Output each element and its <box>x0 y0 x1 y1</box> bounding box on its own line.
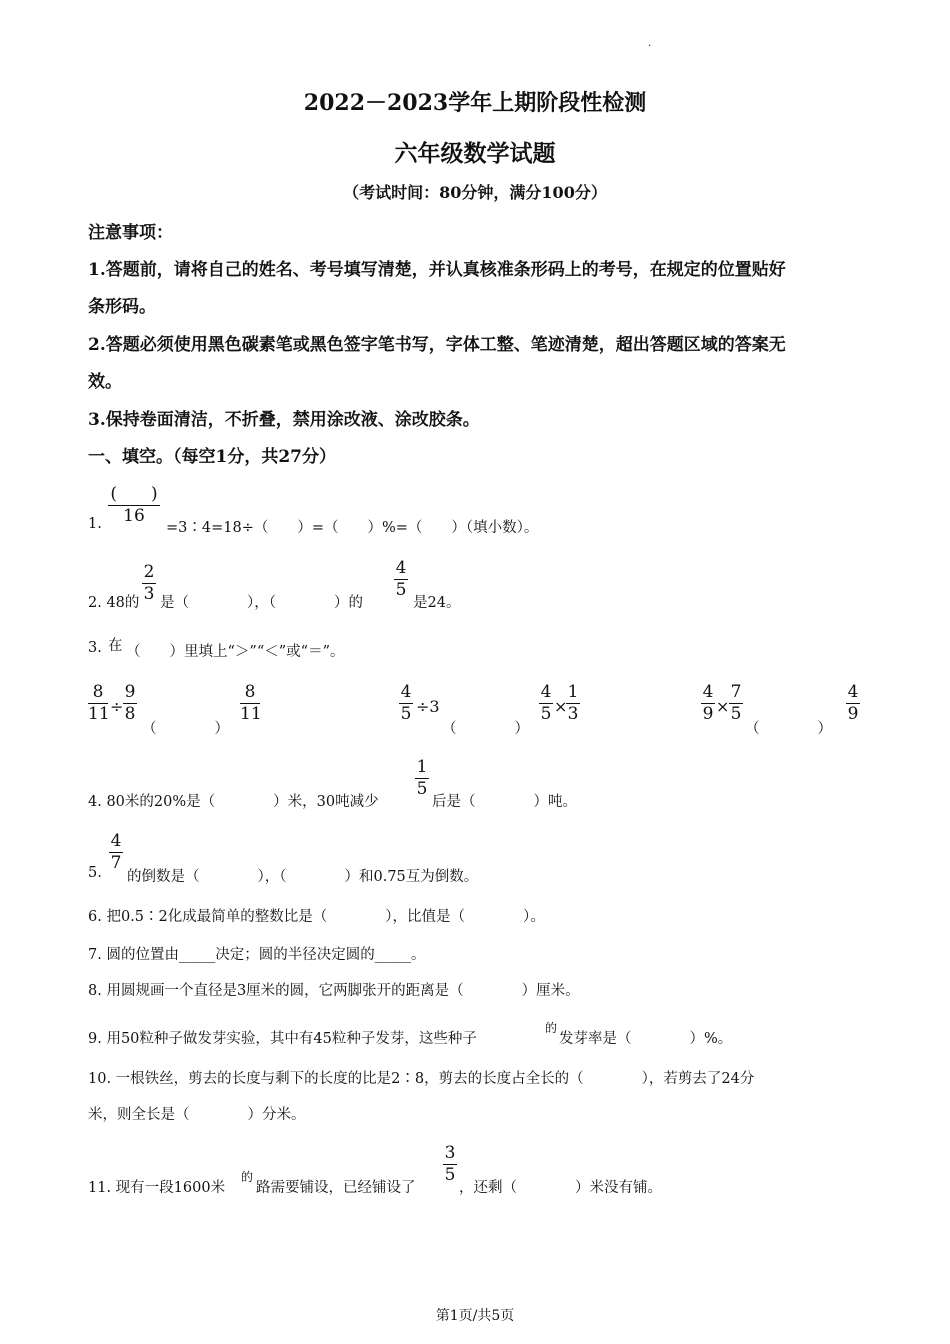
q9-text-a: 9. 用50粒种子做发芽实验，其中有45粒种子发芽，这些种子 <box>88 1031 477 1047</box>
q1-fraction-denominator: 16 <box>123 506 145 526</box>
q1-text: =3∶4=18÷（ ）=（ ）%=（ ）（填小数）。 <box>166 520 539 536</box>
q10-line-1: 10. 一根铁丝，剪去的长度与剩下的长度的比是2∶8，剪去的长度占全长的（ ），若剪去了24分 <box>88 1071 755 1087</box>
note-3: 3.保持卷面清洁，不折叠，禁用涂改液、涂改胶条。 <box>88 410 480 430</box>
denominator: 5 <box>416 779 428 799</box>
numerator: 7 <box>730 682 742 702</box>
q3-e2-operator-2: × <box>554 697 568 716</box>
q3-e1-fraction-b <box>123 684 137 723</box>
q1-number: 1. <box>88 516 102 532</box>
q3-e2-fraction-a <box>399 684 413 723</box>
denominator: 9 <box>702 704 714 724</box>
q1-fraction-numerator: ( ) <box>110 484 158 504</box>
section-1-heading: 一、填空。（每空1分，共27分） <box>88 447 336 467</box>
q11-text-c: ，还剩（ ）米没有铺。 <box>459 1180 662 1196</box>
q5-fraction <box>109 833 123 872</box>
q2-fraction-1-denominator: 3 <box>143 584 155 604</box>
numerator: 8 <box>244 682 256 702</box>
q4-text-b: 后是（ ）吨。 <box>432 794 577 810</box>
denominator: 5 <box>444 1165 456 1185</box>
exam-subtitle: 六年级数学试题 <box>394 140 556 167</box>
exam-title: 2022－2023学年上期阶段性检测 <box>303 90 647 116</box>
q3-e1-fraction-right <box>240 684 260 723</box>
q2-text-a: 2. 48的 <box>88 595 140 611</box>
q10-line-2: 米，则全长是（ ）分米。 <box>88 1107 306 1123</box>
denominator: 11 <box>240 704 262 724</box>
numerator: 4 <box>702 682 714 702</box>
exam-info: （考试时间：80分钟，满分100分） <box>343 183 607 202</box>
note-1-line-2: 条形码。 <box>88 297 156 317</box>
q3-e3-fraction-a <box>701 684 715 723</box>
numerator: 4 <box>110 831 122 851</box>
numerator: 9 <box>124 682 136 702</box>
q4-text-a: 4. 80米的20%是（ ）米，30吨减少 <box>88 794 379 810</box>
note-1-line-1: 1.答题前，请将自己的姓名、考号填写清楚，并认真核准条形码上的考号，在规定的位置贴好 <box>88 260 786 280</box>
denominator: 5 <box>400 704 412 724</box>
q3-e1-blank[interactable]: （ ） <box>142 721 229 737</box>
q2-text-b: 是（ ），（ ）的 <box>160 595 363 611</box>
q2-fraction-1 <box>142 564 156 603</box>
numerator: 3 <box>444 1143 456 1163</box>
q3-e3-fraction-b <box>729 684 743 723</box>
q3-word: 在 <box>108 638 123 654</box>
q9-text-b: 发芽率是（ ）%。 <box>559 1031 733 1047</box>
q11-superscript: 的 <box>241 1170 254 1184</box>
q7-text: 7. 圆的位置由_____决定；圆的半径决定圆的_____。 <box>88 947 426 963</box>
q3-e2-fraction-c <box>566 684 580 723</box>
denominator: 5 <box>540 704 552 724</box>
note-2-line-1: 2.答题必须使用黑色碳素笔或黑色签字笔书写，字体工整、笔迹清楚，超出答题区域的答案无 <box>88 335 786 355</box>
denominator: 3 <box>567 704 579 724</box>
q3-e3-fraction-right <box>846 684 860 723</box>
q3-e2-fraction-b <box>539 684 553 723</box>
q5-text: 的倒数是（ ），（ ）和0.75互为倒数。 <box>127 869 479 885</box>
q2-fraction-2-denominator: 5 <box>395 580 407 600</box>
q8-text: 8. 用圆规画一个直径是3厘米的圆，它两脚张开的距离是（ ）厘米。 <box>88 983 580 999</box>
numerator: 8 <box>92 682 104 702</box>
q2-fraction-2 <box>394 560 408 599</box>
q3-e1-fraction-a <box>88 684 108 723</box>
q11-text-a: 11. 现有一段1600米 <box>88 1180 226 1196</box>
q3-text: （ ）里填上“＞”“＜”或“＝”。 <box>126 644 345 660</box>
q2-fraction-1-numerator: 2 <box>143 562 155 582</box>
notes-heading: 注意事项： <box>88 223 173 243</box>
note-2-line-2: 效。 <box>88 372 122 392</box>
numerator: 4 <box>540 682 552 702</box>
corner-dot: . <box>648 38 652 49</box>
q11-text-b: 路需要铺设，已经铺设了 <box>256 1180 416 1196</box>
q4-fraction <box>415 759 429 798</box>
q3-e3-blank[interactable]: （ ） <box>745 721 832 737</box>
q3-e2-operator: ÷3 <box>416 697 440 716</box>
numerator: 1 <box>416 757 428 777</box>
q3-e3-operator: × <box>716 697 730 716</box>
q1-fraction <box>108 486 160 525</box>
q5-number: 5. <box>88 865 102 881</box>
q9-superscript: 的 <box>545 1021 558 1035</box>
q11-fraction <box>443 1145 457 1184</box>
page-footer: 第1页/共5页 <box>435 1308 515 1324</box>
q3-number: 3. <box>88 640 102 656</box>
numerator: 1 <box>567 682 579 702</box>
denominator: 7 <box>110 853 122 873</box>
q6-text: 6. 把0.5∶2化成最简单的整数比是（ ），比值是（ ）。 <box>88 909 545 925</box>
q2-fraction-2-numerator: 4 <box>395 558 407 578</box>
numerator: 4 <box>847 682 859 702</box>
denominator: 11 <box>88 704 110 724</box>
denominator: 8 <box>124 704 136 724</box>
numerator: 4 <box>400 682 412 702</box>
denominator: 5 <box>730 704 742 724</box>
denominator: 9 <box>847 704 859 724</box>
q2-text-c: 是24。 <box>413 595 461 611</box>
q3-e2-blank[interactable]: （ ） <box>442 721 529 737</box>
q3-e1-operator: ÷ <box>110 697 124 716</box>
